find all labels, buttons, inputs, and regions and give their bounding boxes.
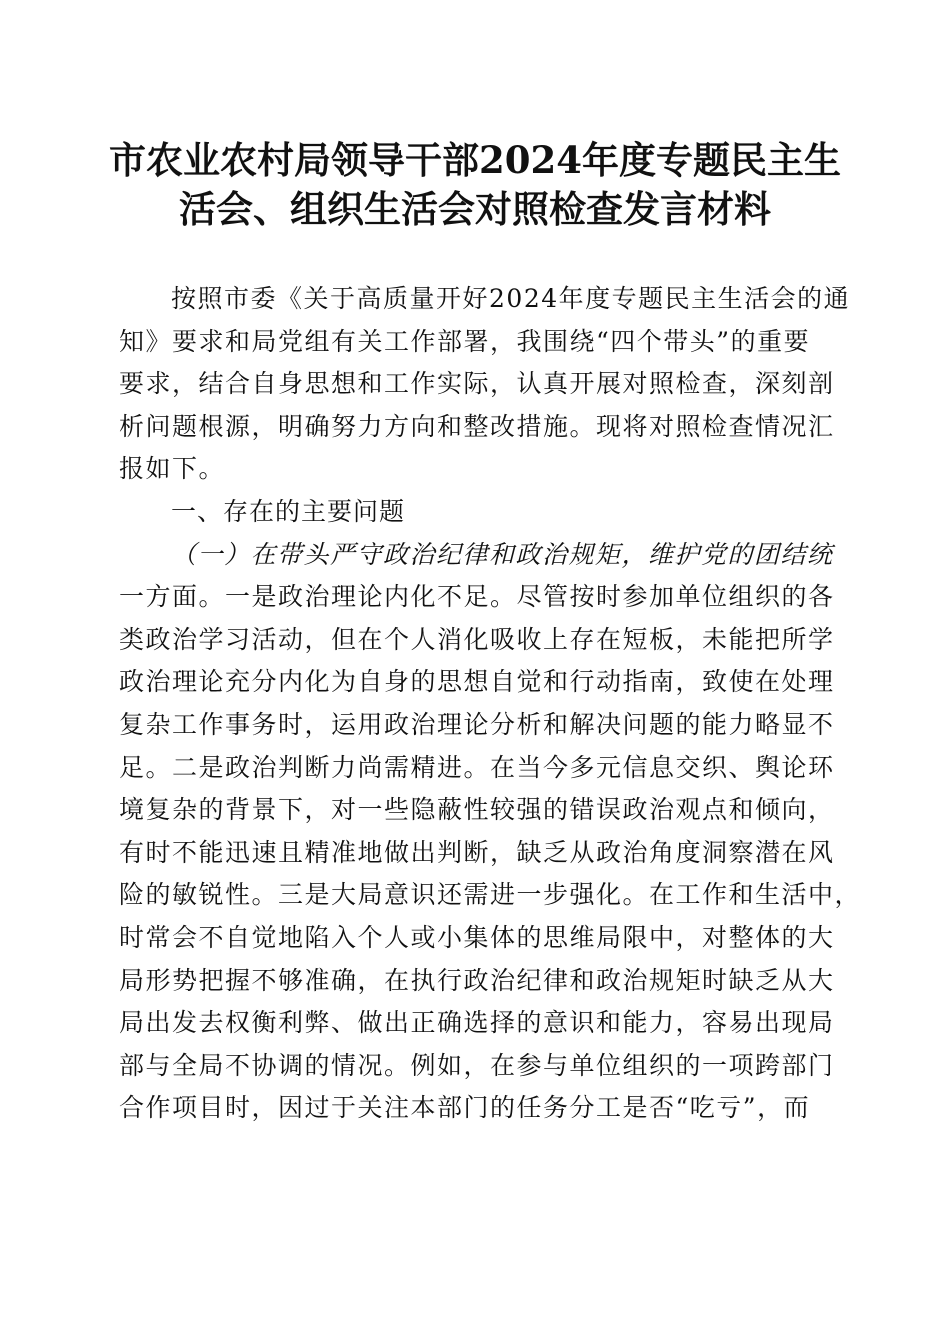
paragraph-line: 复杂工作事务时，运用政治理论分析和解决问题的能力略显不 [119, 709, 835, 739]
paragraph-line: 足。二是政治判断力尚需精进。在当今多元信息交织、舆论环 [119, 752, 835, 782]
paragraph-line: 部与全局不协调的情况。例如，在参与单位组织的一项跨部门 [119, 1050, 835, 1080]
paragraph-line: 局出发去权衡利弊、做出正确选择的意识和能力，容易出现局 [119, 1008, 835, 1038]
paragraph-line: 合作项目时，因过于关注本部门的任务分工是否“吃亏”，而 [119, 1093, 811, 1123]
paragraph-line: 一方面。一是政治理论内化不足。尽管按时参加单位组织的各 [119, 582, 835, 612]
document-body [119, 278, 862, 1130]
intro-line: 析问题根源，明确努力方向和整改措施。现将对照检查情况汇 [119, 411, 835, 441]
paragraph-line: 政治理论充分内化为自身的思想自觉和行动指南，致使在处理 [119, 667, 835, 697]
title-line-2: 活会、组织生活会对照检查发言材料 [179, 187, 771, 231]
intro-line: 知》要求和局党组有关工作部署，我围绕“四个带头”的重要 [119, 326, 811, 356]
document-title [100, 136, 850, 234]
title-line-1: 市农业农村局领导干部2024年度专题民主生 [109, 138, 841, 182]
paragraph-line: 险的敏锐性。三是大局意识还需进一步强化。在工作和生活中， [119, 880, 862, 910]
intro-line: 按照市委《关于高质量开好2024年度专题民主生活会的通 [171, 284, 851, 313]
paragraph-line: 局形势把握不够准确，在执行政治纪律和政治规矩时缺乏从大 [119, 965, 835, 995]
paragraph-line: 境复杂的背景下，对一些隐蔽性较强的错误政治观点和倾向， [119, 795, 835, 825]
section-heading: 一、存在的主要问题 [171, 496, 406, 526]
paragraph-line: （一）在带头严守政治纪律和政治规矩，维护党的团结统 [171, 539, 834, 569]
paragraph-line: 时常会不自觉地陷入个人或小集体的思维局限中，对整体的大 [119, 922, 835, 952]
intro-line: 要求，结合自身思想和工作实际，认真开展对照检查，深刻剖 [119, 369, 835, 399]
intro-line: 报如下。 [119, 454, 226, 484]
paragraph-line: 类政治学习活动，但在个人消化吸收上存在短板，未能把所学 [119, 624, 835, 654]
paragraph-line: 有时不能迅速且精准地做出判断，缺乏从政治角度洞察潜在风 [119, 837, 835, 867]
